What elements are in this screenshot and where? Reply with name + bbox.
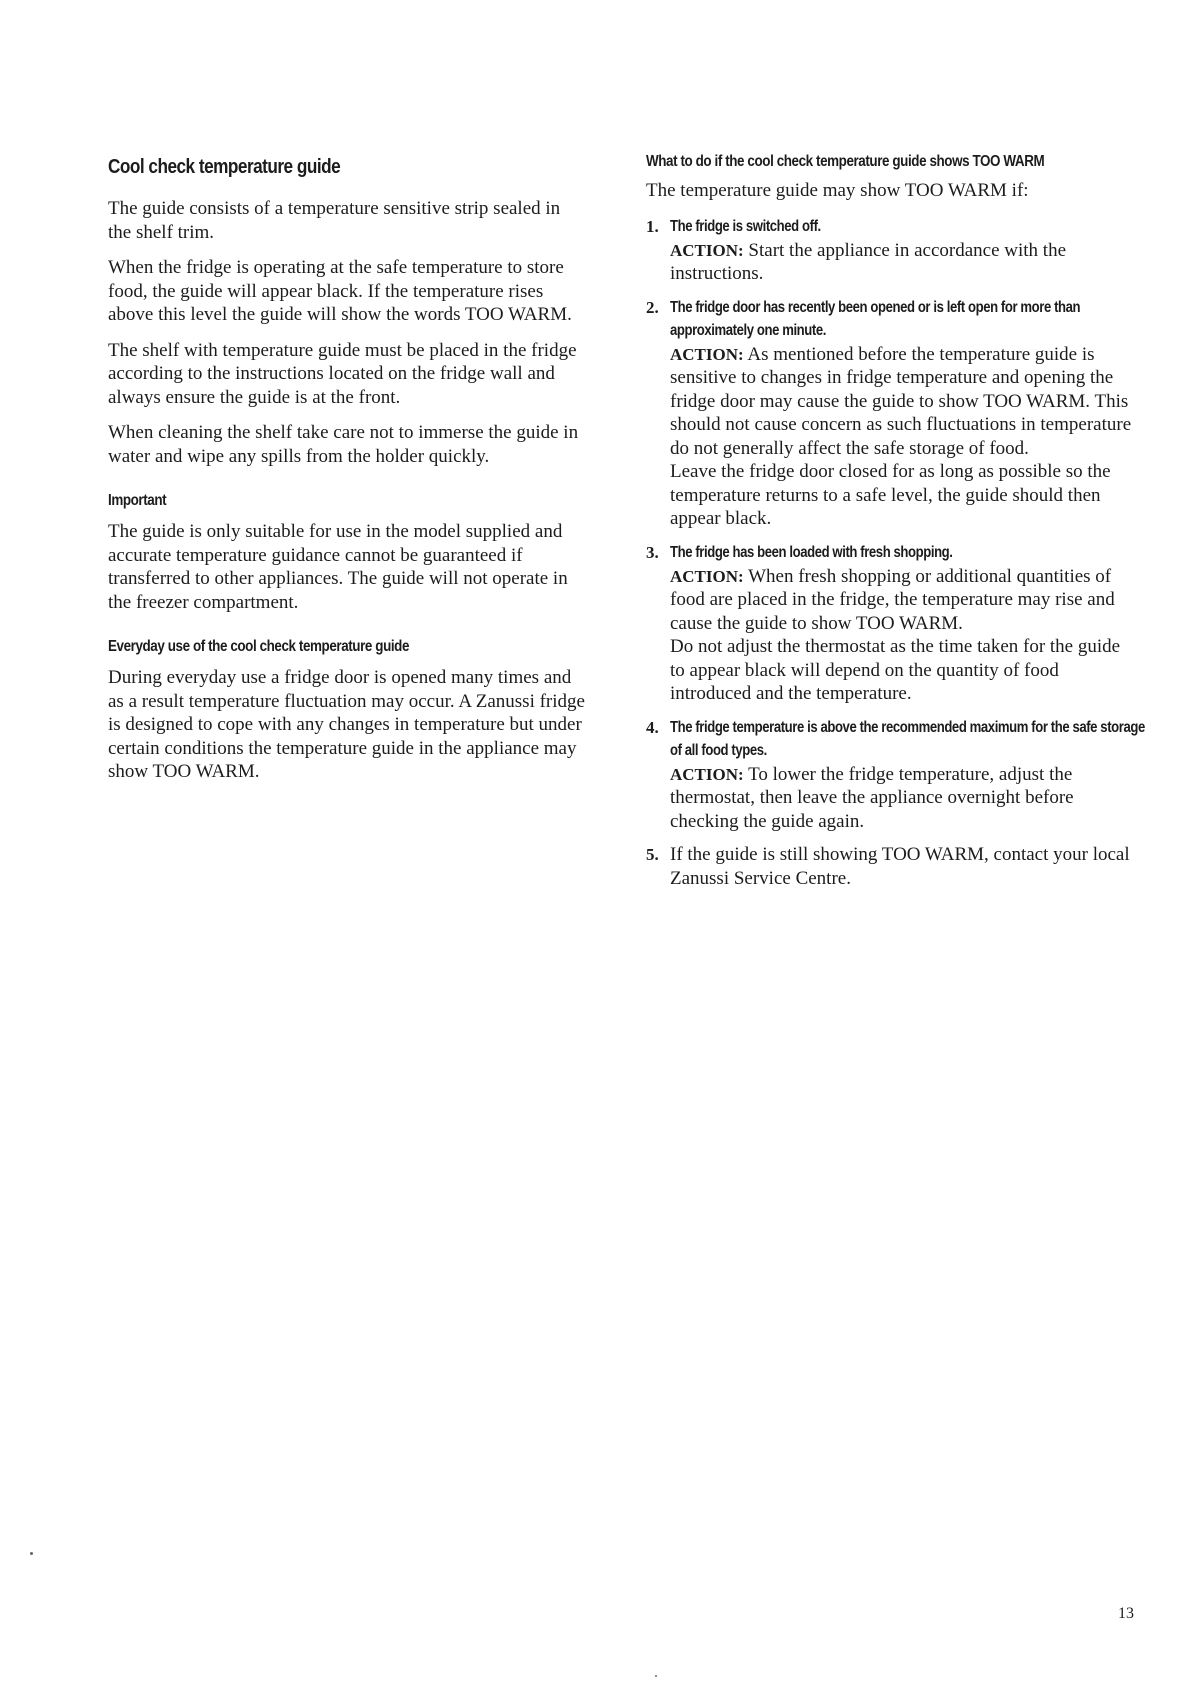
action-label: ACTION: xyxy=(670,344,744,364)
step-number: 5. xyxy=(646,845,659,864)
step-title: The fridge temperature is above the recommended maximum for the safe storage of all food types. xyxy=(670,718,1145,759)
action-text: Start the appliance in accordance with the instructions. xyxy=(670,239,1067,284)
list-item xyxy=(646,716,1145,834)
step-text: If the guide is still showing TOO WARM, contact your local Zanussi Service Centre. xyxy=(670,844,1130,889)
step-number: 3. xyxy=(646,542,659,562)
troubleshoot-intro: The temperature guide may show TOO WARM if: xyxy=(646,180,1029,201)
troubleshoot-heading: What to do if the cool check temperature guide shows TOO WARM xyxy=(646,153,1045,170)
list-item xyxy=(646,541,1134,706)
intro-paragraph-4: When cleaning the shelf take care not to immerse the guide in water and wipe any spills from the holder quickly. xyxy=(108,422,579,467)
step-extra: Leave the fridge door closed for as long as possible so the temperature returns to a safe level, the guide should then appear black. xyxy=(670,461,1111,529)
list-item xyxy=(646,215,1134,286)
step-number: 4. xyxy=(646,717,659,737)
intro-paragraph-1: The guide consists of a temperature sensitive strip sealed in the shelf trim. xyxy=(108,198,561,243)
intro-paragraph-2: When the fridge is operating at the safe temperature to store food, the guide will appear black. If the temperature rises above this level the guide will show the words TOO WARM. xyxy=(108,257,572,325)
important-heading: Important xyxy=(108,492,167,509)
troubleshoot-list xyxy=(646,215,1145,891)
step-number: 2. xyxy=(646,297,659,317)
section-title: Cool check temperature guide xyxy=(108,156,341,178)
step-title: The fridge is switched off. xyxy=(670,217,821,235)
step-action xyxy=(670,565,1134,636)
step-title: The fridge door has recently been opened or is left open for more than approximately one minute. xyxy=(670,298,1081,339)
action-text: As mentioned before the temperature guide is sensitive to changes in fridge temperature and opening the fridge door may cause the guide to show TOO WARM. This should not cause concern as such fluctuations in temperature do not generally affect the safe storage of food. xyxy=(670,343,1132,459)
action-label: ACTION: xyxy=(670,240,744,260)
everyday-paragraph: During everyday use a fridge door is opened many times and as a result temperature fluctuation may occur. A Zanussi fridge is designed to cope with any changes in temperature but under certain conditions the temperature guide in the appliance may show TOO WARM. xyxy=(108,667,585,782)
right-column xyxy=(646,150,1145,900)
left-column xyxy=(108,150,588,796)
step-action xyxy=(670,239,1134,286)
step-title: The fridge has been loaded with fresh shopping. xyxy=(670,543,953,561)
action-label: ACTION: xyxy=(670,566,744,586)
step-action xyxy=(670,343,1134,461)
step-number: 1. xyxy=(646,216,659,236)
scan-speck xyxy=(30,1552,33,1555)
list-item xyxy=(646,843,1134,890)
page-number: 13 xyxy=(1118,1605,1134,1622)
action-label: ACTION: xyxy=(670,764,744,784)
list-item xyxy=(646,296,1134,531)
action-text: To lower the fridge temperature, adjust the thermostat, then leave the appliance overnight before checking the guide again. xyxy=(670,763,1074,832)
everyday-heading: Everyday use of the cool check temperature guide xyxy=(108,638,410,655)
step-extra: Do not adjust the thermostat as the time taken for the guide to appear black will depend on the quantity of food introduced and the temperature. xyxy=(670,636,1121,704)
intro-paragraph-3: The shelf with temperature guide must be placed in the fridge according to the instructions located on the fridge wall and always ensure the guide is at the front. xyxy=(108,339,577,408)
step-action xyxy=(670,763,1134,834)
action-text: When fresh shopping or additional quantities of food are placed in the fridge, the temperature may rise and cause the guide to show TOO WARM. xyxy=(670,565,1115,634)
important-paragraph: The guide is only suitable for use in the model supplied and accurate temperature guidance cannot be guaranteed if transferred to other appliances. The guide will not operate in the freezer compartment. xyxy=(108,521,568,613)
scan-speck xyxy=(655,1675,657,1677)
